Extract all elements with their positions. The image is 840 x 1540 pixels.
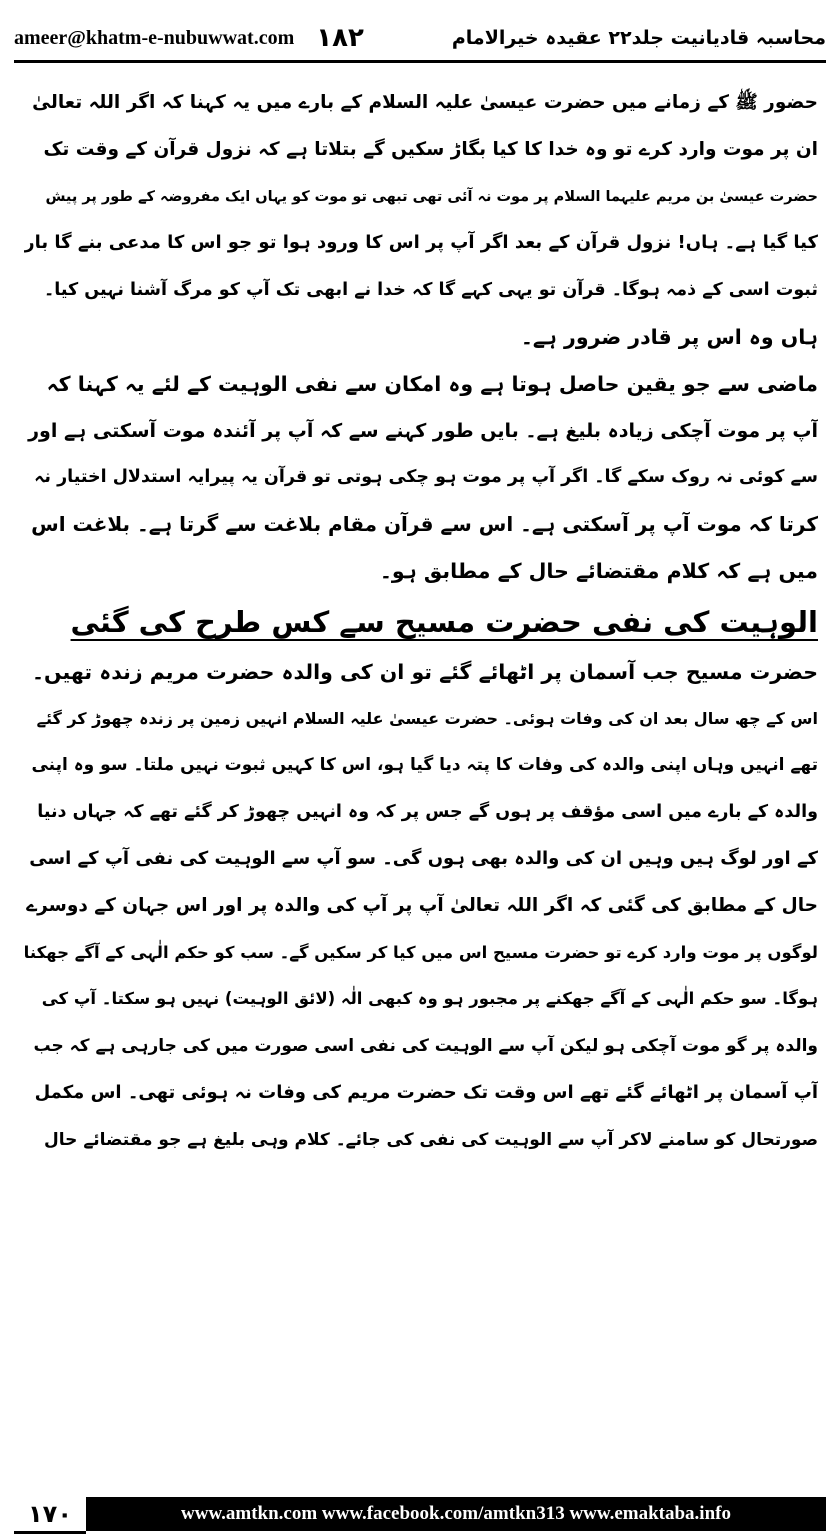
- header-page-number: ۱۸۲: [316, 23, 364, 53]
- header-email: ameer@khatm-e-nubuwwat.com: [14, 26, 295, 49]
- text-line: لوگوں پر موت وارد کرے تو حضرت مسیح اس میں کیا کر سکیں گے۔ سب کو حکم الٰہی کے آگے جھکنا: [24, 942, 818, 962]
- text-line: سے کوئی نہ روک سکے گا۔ اگر آپ پر موت ہو چکی ہوتی تو قرآن یہ پیرایہ استدلال اختیار نہ: [34, 467, 818, 488]
- section-heading-text: الوہیت کی نفی حضرت مسیح سے کس طرح کی گئی: [70, 604, 818, 639]
- text-line: والدہ کے بارے میں اسی مؤقف پر ہوں گے جس پر کہ وہ انہیں چھوڑ کر گئے تھے کہ جہاں دنیا: [37, 802, 818, 823]
- text-line: حضور ﷺ کے زمانے میں حضرت عیسیٰ علیہ السلام کے بارے میں یہ کہنا کہ اگر اللہ تعالیٰ: [32, 92, 818, 113]
- text-line: آپ پر موت آچکی زیادہ بلیغ ہے۔ بایں طور کہنے سے کہ آپ پر آئندہ موت آسکتی ہے اور: [28, 419, 818, 442]
- footer-links: www.amtkn.com www.facebook.com/amtkn313 www.emaktaba.info: [86, 1497, 826, 1531]
- paragraph-3: [24, 649, 818, 1164]
- header-divider: [14, 60, 826, 63]
- text-line: ان پر موت وارد کرے تو وہ خدا کا کیا بگاڑ سکیں گے بتلاتا ہے کہ نزول قرآن کے وقت تک: [43, 138, 818, 160]
- text-line: ثبوت اسی کے ذمہ ہوگا۔ قرآن تو یہی کہے گا کہ خدا نے ابھی تک آپ کو مرگ آشنا نہیں کیا۔: [44, 280, 818, 301]
- text-line: حال کے مطابق کی گئی کہ اگر اللہ تعالیٰ آپ پر آپ کی والدہ پر اور اس جہان کے دوسرے: [26, 894, 818, 916]
- text-line: ہوگا۔ سو حکم الٰہی کے آگے جھکنے پر مجبور ہو وہ کبھی الٰہ (لائق الوہیت) نہیں ہو سکتا۔ آپ کی: [41, 989, 818, 1009]
- text-line: کیا گیا ہے۔ ہاں! نزول قرآن کے بعد اگر آپ پر اس کا ورود ہوا تو جو اس کا مدعی بنے گا بار: [24, 232, 818, 254]
- section-heading: [24, 595, 818, 649]
- text-line: کے اور لوگ ہیں وہیں ان کی والدہ بھی ہوں گی۔ سو آپ سے الوہیت کی نفی آپ کے اسی: [29, 847, 818, 869]
- page-footer: [14, 1494, 826, 1534]
- text-line: آپ آسمان پر اٹھائے گئے تھے اس وقت تک حضرت مریم کی وفات نہ ہوئی تھی۔ اس مکمل: [34, 1081, 818, 1103]
- text-line: ہاں وہ اس پر قادر ضرور ہے۔: [520, 324, 818, 349]
- text-line: میں ہے کہ کلام مقتضائے حال کے مطابق ہو۔: [379, 558, 818, 583]
- text-line: تھے انہیں وہاں اپنی والدہ کی وفات کا پتہ دیا گیا ہو، اس کا کہیں ثبوت نہیں ملتا۔ سو وہ اپنی: [31, 755, 818, 776]
- text-line: صورتحال کو سامنے لاکر آپ سے الوہیت کی نفی کی جائے۔ کلام وہی بلیغ ہے جو مقتضائے حال: [44, 1129, 818, 1150]
- text-line: حضرت مسیح جب آسمان پر اٹھائے گئے تو ان کی والدہ حضرت مریم زندہ تھیں۔: [32, 659, 818, 684]
- text-line: کرتا کہ موت آپ پر آسکتی ہے۔ اس سے قرآن مقام بلاغت سے گرتا ہے۔ بلاغت اس: [31, 512, 818, 537]
- text-line: ماضی سے جو یقین حاصل ہوتا ہے وہ امکان سے نفی الوہیت کے لئے یہ کہنا کہ: [46, 371, 818, 396]
- paragraph-1: [24, 80, 818, 361]
- page-body: [24, 80, 818, 1164]
- text-line: حضرت عیسیٰ بن مریم علیہما السلام پر موت نہ آئی تھی تبھی تو موت کو یہاں ایک مفروضہ کے طور پر پیش: [45, 188, 818, 205]
- text-line: والدہ پر گو موت آچکی ہو لیکن آپ سے الوہیت کی نفی اسی صورت میں کی جارہی ہے کہ جب: [33, 1036, 818, 1057]
- paragraph-2: [24, 361, 818, 595]
- footer-page-number: ۱۷۰: [14, 1494, 86, 1534]
- page-header: [14, 18, 826, 58]
- text-line: اس کے چھ سال بعد ان کی وفات ہوئی۔ حضرت عیسیٰ علیہ السلام انہیں زمین پر زندہ چھوڑ کر گئے: [36, 708, 818, 728]
- header-book-title: محاسبہ قادیانیت جلد۲۲ عقیدہ خیرالامام: [451, 27, 826, 49]
